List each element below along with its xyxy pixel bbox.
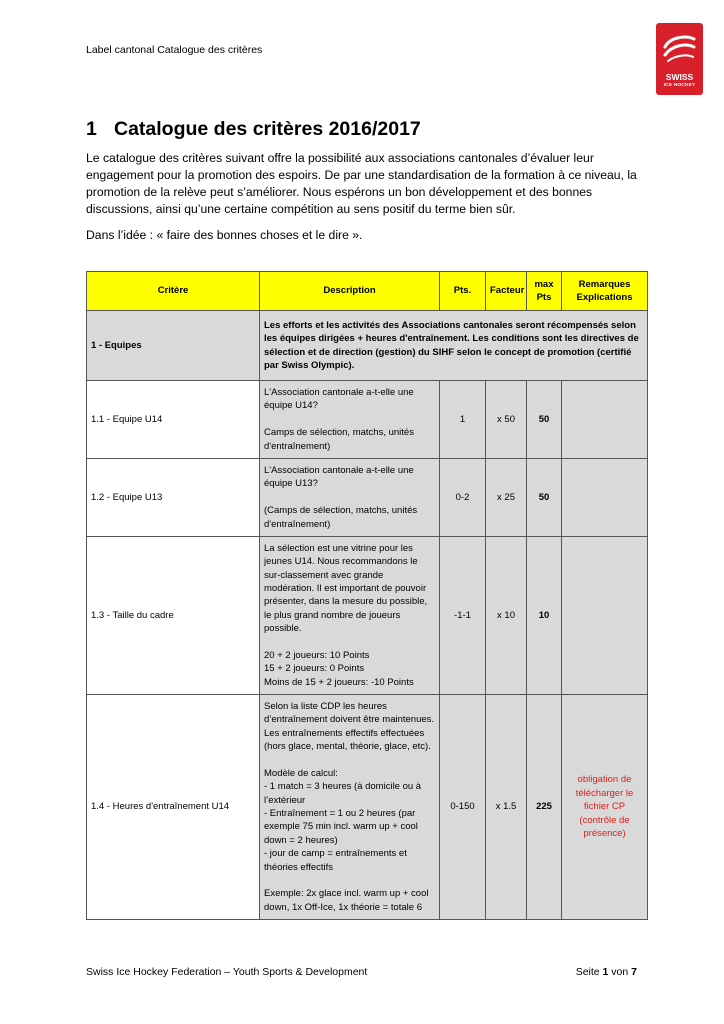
desc-text: L'Association cantonale a-t-elle une équipe U13? xyxy=(264,464,414,490)
description-cell xyxy=(260,459,440,537)
factor-cell: x 1.5 xyxy=(486,695,527,920)
swiss-ice-hockey-logo xyxy=(656,23,703,95)
pts-cell: 0-2 xyxy=(440,459,486,537)
col-header-remarks xyxy=(562,272,648,311)
desc-text: - jour de camp = entraînements et théories effectifs xyxy=(264,848,407,873)
page-number xyxy=(576,966,637,978)
desc-text: Selon la liste CDP les heures d’entraînement doivent être maintenues. Les entraînements effectifs effectuées (hors glace, mental, théorie, glace, etc). xyxy=(264,700,435,752)
desc-text: Moins de 15 + 2 joueurs: -10 Points xyxy=(264,676,414,688)
pts-cell: 0-150 xyxy=(440,695,486,920)
footer-organization: Swiss Ice Hockey Federation – Youth Sports & Development xyxy=(86,966,368,978)
section-description: Les efforts et les activités des Associations cantonales seront récompensés selon les équipes dirigées + heures d'entraînement. Les conditions sont les directives de sélection et de direction (gestion) du SIHF selon le concept de promotion (certifié par Swiss Olympic). xyxy=(260,311,648,381)
idea-paragraph: Dans l’idée : « faire des bonnes choses et le dire ». xyxy=(86,228,363,242)
desc-text: Exemple: 2x glace incl. warm up + cool down, 1x Off-Ice, 1x théorie = totale 6 xyxy=(264,888,429,913)
max-line2: Pts xyxy=(536,292,552,303)
page-separator: von xyxy=(608,966,632,978)
col-header-criterion: Critère xyxy=(87,272,260,311)
remarks-line2: Explications xyxy=(576,292,633,303)
remark-cell xyxy=(562,459,648,537)
table-row xyxy=(87,695,648,920)
current-page: 1 xyxy=(602,966,609,978)
criterion-cell: 1.1 - Equipe U14 xyxy=(87,381,260,459)
table-row xyxy=(87,537,648,695)
remark-cell xyxy=(562,381,648,459)
col-header-factor: Facteur xyxy=(486,272,527,311)
col-header-max xyxy=(527,272,562,311)
logo-brand: SWISS xyxy=(665,72,694,82)
criterion-cell: 1.3 - Taille du cadre xyxy=(87,537,260,695)
factor-cell: x 25 xyxy=(486,459,527,537)
remarks-line1: Remarques xyxy=(578,278,631,290)
logo-subtitle: ICE HOCKEY xyxy=(663,83,696,88)
desc-text: Camps de sélection, matchs, unités d'entraînement) xyxy=(264,427,414,452)
description-cell xyxy=(260,537,440,695)
description-cell xyxy=(260,695,440,920)
max-cell: 225 xyxy=(527,695,562,920)
desc-text: - Entraînement = 1 ou 2 heures (par exemple 75 min incl. warm up + cool down = 2 heures) xyxy=(264,808,418,846)
max-cell: 50 xyxy=(527,459,562,537)
desc-text: L'Association cantonale a-t-elle une équipe U14? xyxy=(264,386,414,412)
intro-paragraph: Le catalogue des critères suivant offre la possibilité aux associations cantonales d’évaluer leur engagement pour la promotion des espoirs. De par une standardisation de la formation à ce niveau, la promotion de la relève peut s’améliorer. Nous espérons un bon développement et des bonnes discussions, ainsi qu’une certaine compétition au sens positif du terme bien sûr. xyxy=(86,151,637,216)
max-line1: max xyxy=(534,278,554,290)
total-pages: 7 xyxy=(631,966,637,978)
desc-text: - 1 match = 3 heures (à domicile ou à l’extérieur xyxy=(264,781,422,806)
page-header: Label cantonal Catalogue des critères xyxy=(86,44,263,56)
col-header-description: Description xyxy=(260,272,440,311)
desc-text: 20 + 2 joueurs: 10 Points xyxy=(264,650,370,661)
desc-text: Modèle de calcul: xyxy=(264,767,338,779)
desc-text: (Camps de sélection, matchs, unités d'entraînement) xyxy=(264,505,418,530)
table-row xyxy=(87,459,648,537)
col-header-pts: Pts. xyxy=(440,272,486,311)
section-title: Catalogue des critères 2016/2017 xyxy=(114,118,421,140)
page-prefix: Seite xyxy=(575,966,603,978)
section-number: 1 xyxy=(86,118,97,140)
criteria-table xyxy=(86,271,648,920)
factor-cell: x 10 xyxy=(486,537,527,695)
criterion-cell: 1.4 - Heures d'entraînement U14 xyxy=(87,695,260,920)
pts-cell: 1 xyxy=(440,381,486,459)
max-cell: 10 xyxy=(527,537,562,695)
criterion-cell: 1.2 - Equipe U13 xyxy=(87,459,260,537)
desc-text: 15 + 2 joueurs: 0 Points xyxy=(264,663,365,675)
desc-text: La sélection est une vitrine pour les jeunes U14. Nous recommandons le sur-classement avec grande modération. Il est important de pouvoir présenter, dans la mesure du possible, le plus grand nombre de joueurs possible. xyxy=(264,542,428,635)
remark-cell xyxy=(562,537,648,695)
page-footer xyxy=(86,966,637,978)
section-row xyxy=(87,311,648,381)
section-heading xyxy=(86,118,421,141)
hockey-swoosh-icon xyxy=(662,29,697,69)
table-row xyxy=(87,381,648,459)
pts-cell: -1-1 xyxy=(440,537,486,695)
factor-cell: x 50 xyxy=(486,381,527,459)
description-cell xyxy=(260,381,440,459)
max-cell: 50 xyxy=(527,381,562,459)
table-header-row xyxy=(87,272,648,311)
section-label: 1 - Equipes xyxy=(87,311,260,381)
remark-cell: obligation de télécharger le fichier CP (contrôle de présence) xyxy=(562,695,648,920)
